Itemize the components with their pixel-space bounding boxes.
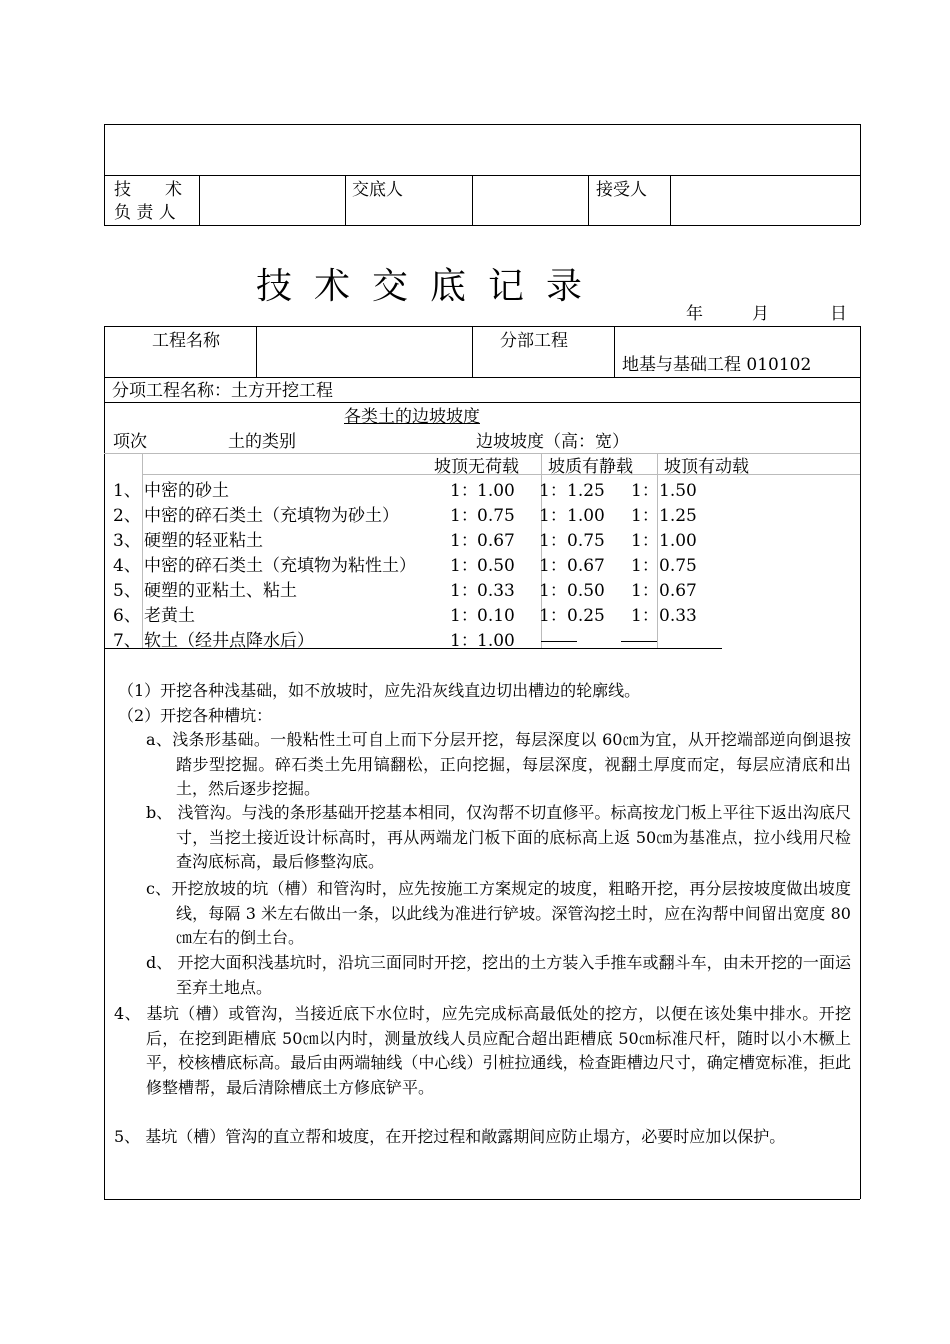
note-b-text: b、 浅管沟。与浅的条形基础开挖基本相同，仅沟帮不切直修平。标高按龙门板上平往下返出沟底尺寸，当挖土接近设计标高时，再从两端龙门板下面的底标高上返 50㎝为基准点，拉小线用尺检查沟底标高，最后修整沟底。: [146, 803, 851, 871]
note-a-text: a、浅条形基础。一般粘性土可自上而下分层开挖，每层深度以 60㎝为宜，从开挖端部逆向倒退按踏步型挖掘。碎石类土先用镐翻松，正向挖掘，每层深度，视翻土厚度而定，每层应清底和出土，然后逐步挖掘。: [146, 730, 851, 798]
col-soil-header: 土的类别: [228, 432, 296, 452]
row-a-prefix: 1：: [450, 606, 478, 626]
row-c-value: 1.25: [659, 506, 697, 526]
row-index: 5、: [113, 581, 141, 601]
note-5-text: 5、 基坑（槽）管沟的直立帮和坡度，在开挖过程和敞露期间应防止塌方，必要时应加以保护。: [114, 1127, 786, 1146]
row-b-prefix: 1：: [539, 581, 567, 601]
row-a-value: 0.67: [477, 531, 515, 551]
row-b-prefix: 1：: [539, 606, 567, 626]
row-soil: 老黄土: [144, 606, 195, 626]
row-b-value: 1.25: [567, 481, 605, 501]
row-a-prefix: 1：: [450, 581, 478, 601]
row-c-value: 1.50: [659, 481, 697, 501]
date-day: 日: [830, 304, 847, 324]
row-b-value: 0.50: [567, 581, 605, 601]
row-c-value: 0.75: [659, 556, 697, 576]
sub-no-load-header: 坡顶无荷载: [434, 457, 519, 477]
row-b-value: 0.25: [567, 606, 605, 626]
row-a-prefix: 1：: [450, 531, 478, 551]
empty-value-dash: [621, 641, 657, 642]
row-soil: 中密的砂土: [144, 481, 229, 501]
sub-dynamic-header: 坡顶有动载: [664, 457, 749, 477]
row-index: 7、: [113, 631, 141, 651]
row-c-prefix: 1：: [631, 556, 659, 576]
date-year: 年: [686, 304, 703, 324]
note-d-text: d、 开挖大面积浅基坑时，沿坑三面同时开挖，挖出的土方装入手推车或翻斗车，由未开挖的一面运至弃土地点。: [146, 953, 851, 997]
row-c-prefix: 1：: [631, 606, 659, 626]
row-b-prefix: 1：: [539, 481, 567, 501]
row-c-value: 0.67: [659, 581, 697, 601]
note-c: [146, 877, 851, 951]
row-c-prefix: 1：: [631, 581, 659, 601]
col-index-header: 项次: [113, 432, 147, 452]
row-b-value: 0.67: [567, 556, 605, 576]
row-a-prefix: 1：: [450, 631, 478, 651]
col-slope-header: 边坡坡度（高：宽）: [476, 432, 629, 452]
row-a-prefix: 1：: [450, 481, 478, 501]
row-b-prefix: 1：: [539, 506, 567, 526]
row-soil: 软土（经井点降水后）: [144, 631, 314, 651]
note-c-text: c、开挖放坡的坑（槽）和管沟时，应先按施工方案规定的坡度，粗略开挖，再分层按坡度做出坡度线，每隔 3 米左右做出一条，以此线为准进行铲坡。深管沟挖土时，应在沟帮中间留出宽度 80㎝左右的倒土台。: [146, 879, 851, 947]
note-4: [114, 1002, 851, 1100]
tech-head-label-line2: 负 责 人: [114, 203, 176, 223]
row-b-value: 1.00: [567, 506, 605, 526]
row-a-value: 0.50: [477, 556, 515, 576]
slope-table-caption: 各类土的边坡坡度: [344, 407, 480, 427]
row-soil: 硬塑的亚粘土、粘土: [144, 581, 297, 601]
sub-static-header: 坡质有静载: [548, 457, 633, 477]
note-4-text: 4、 基坑（槽）或管沟，当接近底下水位时，应先完成标高最低处的挖方，以便在该处集中排水。开挖后，在挖到距槽底 50㎝以内时，测量放线人员应配合超出距槽底 50㎝标准尺杆，随时以小木橛上平，校核槽底标高。最后由两端轴线（中心线）引桩拉通线，检查距槽边尺寸，确定槽宽标准，拒此修整槽帮，最后清除槽底土方修底铲平。: [114, 1004, 851, 1097]
division-label: 分部工程: [500, 331, 568, 351]
row-a-value: 0.33: [477, 581, 515, 601]
note-5: [114, 1125, 851, 1150]
row-b-prefix: 1：: [539, 531, 567, 551]
project-name-label: 工程名称: [152, 331, 220, 351]
row-c-prefix: 1：: [631, 506, 659, 526]
row-b-value: 0.75: [567, 531, 605, 551]
note-a: [146, 728, 851, 802]
note-d: [146, 951, 851, 1000]
page-title: 技术交底记录: [256, 266, 605, 307]
row-a-value: 0.75: [477, 506, 515, 526]
row-a-value: 1.00: [477, 631, 515, 651]
division-value: 地基与基础工程 010102: [622, 355, 812, 375]
note-1: （1）开挖各种浅基础，如不放坡时，应先沿灰线直边切出槽边的轮廓线。: [118, 681, 641, 700]
row-c-prefix: 1：: [631, 531, 659, 551]
row-index: 1、: [113, 481, 141, 501]
row-c-value: 0.33: [659, 606, 697, 626]
row-soil: 中密的碎石类土（充填物为砂土）: [144, 506, 399, 526]
row-index: 3、: [113, 531, 141, 551]
row-a-prefix: 1：: [450, 506, 478, 526]
row-index: 2、: [113, 506, 141, 526]
subitem-name: 分项工程名称：土方开挖工程: [112, 381, 333, 401]
note-b: [146, 801, 851, 875]
tech-head-label-line1: 技 术: [114, 180, 182, 200]
row-b-prefix: 1：: [539, 556, 567, 576]
row-index: 6、: [113, 606, 141, 626]
row-a-value: 1.00: [477, 481, 515, 501]
discloser-label: 交底人: [352, 180, 403, 200]
receiver-label: 接受人: [596, 180, 647, 200]
row-a-prefix: 1：: [450, 556, 478, 576]
row-soil: 中密的碎石类土（充填物为粘性土）: [144, 556, 416, 576]
date-month: 月: [752, 304, 769, 324]
row-c-prefix: 1：: [631, 481, 659, 501]
row-soil: 硬塑的轻亚粘土: [144, 531, 263, 551]
row-index: 4、: [113, 556, 141, 576]
note-2: （2）开挖各种槽坑：: [118, 706, 273, 725]
row-c-value: 1.00: [659, 531, 697, 551]
row-a-value: 0.10: [477, 606, 515, 626]
empty-value-dash: [541, 641, 577, 642]
